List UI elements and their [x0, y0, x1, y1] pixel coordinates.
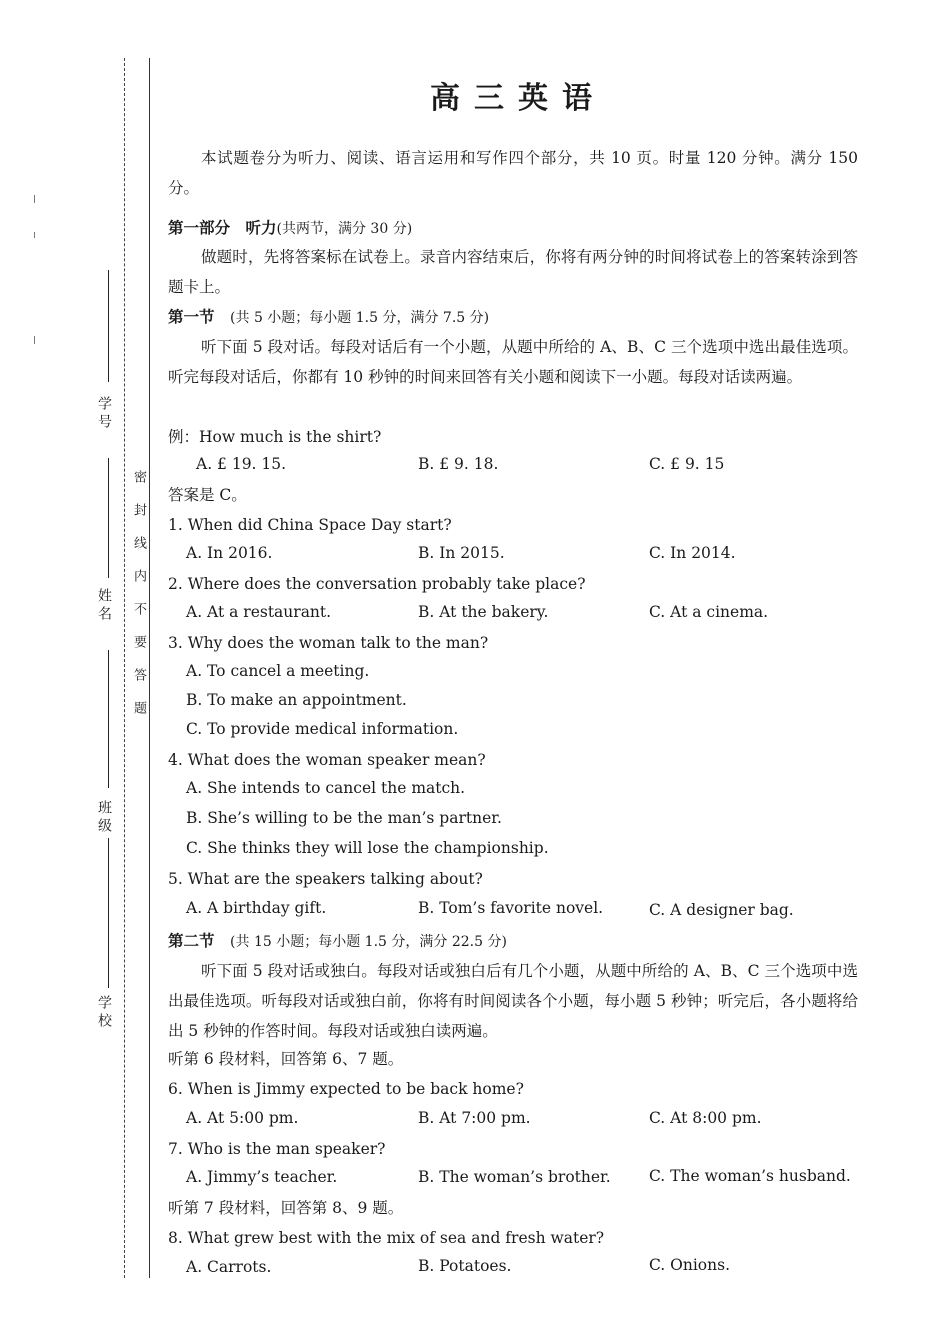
q6-option-a: A. At 5:00 pm. — [186, 1109, 299, 1127]
example-answer: 答案是 C。 — [168, 486, 247, 504]
school-label: 学校 — [96, 995, 112, 1031]
q7-option-c: C. The woman’s husband. — [649, 1167, 851, 1185]
example-option-c: C. £ 9. 15 — [649, 455, 725, 473]
question-2: 2. Where does the conversation probably take place? — [168, 575, 586, 593]
question-1: 1. When did China Space Day start? — [168, 516, 452, 534]
question-5: 5. What are the speakers talking about? — [168, 870, 483, 888]
scan-mark — [34, 232, 35, 238]
part1-instruction: 做题时，先将答案标在试卷上。录音内容结束后，你将有两分钟的时间将试卷上的答案转涂到答题卡上。 — [168, 248, 858, 296]
class-line — [108, 650, 109, 788]
student-id-line — [108, 270, 109, 382]
q2-option-c: C. At a cinema. — [649, 603, 769, 621]
dashed-cut-line — [124, 58, 125, 1278]
part1-heading: 第一部分 听力(共两节，满分 30 分) — [168, 219, 413, 237]
seal-notice: 密封线内不要答题 — [131, 470, 146, 734]
question-4: 4. What does the woman speaker mean? — [168, 751, 486, 769]
q5-option-c: C. A designer bag. — [649, 901, 794, 919]
section1-instruction: 听下面 5 段对话。每段对话后有一个小题，从题中所给的 A、B、C 三个选项中选出最佳选项。听完每段对话后，你都有 10 秒钟的时间来回答有关小题和阅读下一小题。每段对话读两遍。 — [168, 338, 858, 386]
q4-option-a: A. She intends to cancel the match. — [186, 779, 466, 797]
q4-option-c: C. She thinks they will lose the championship. — [186, 839, 549, 857]
q6-option-c: C. At 8:00 pm. — [649, 1109, 762, 1127]
q2-option-b: B. At the bakery. — [418, 603, 549, 621]
q5-option-b: B. Tom’s favorite novel. — [418, 899, 604, 917]
name-line — [108, 458, 109, 578]
section2-instruction: 听下面 5 段对话或独白。每段对话或独白后有几个小题，从题中所给的 A、B、C 三个选项中选出最佳选项。听每段对话或独白前，你将有时间阅读各个小题，每小题 5 秒钟；听完后，各小题将给出 5 秒钟的作答时间。每段对话或独白读两遍。 — [168, 962, 858, 1040]
example-option-a: A. £ 19. 15. — [196, 455, 287, 473]
question-3: 3. Why does the woman talk to the man? — [168, 634, 489, 652]
seal-line — [149, 58, 150, 1278]
q1-option-c: C. In 2014. — [649, 544, 736, 562]
question-6: 6. When is Jimmy expected to be back home? — [168, 1080, 524, 1098]
school-line — [108, 838, 109, 988]
material-7-note: 听第 7 段材料，回答第 8、9 题。 — [168, 1199, 404, 1217]
section2-heading: 第二节 (共 15 小题；每小题 1.5 分，满分 22.5 分) — [168, 932, 507, 950]
example-option-b: B. £ 9. 18. — [418, 455, 499, 473]
q7-option-b: B. The woman’s brother. — [418, 1168, 611, 1186]
q8-option-a: A. Carrots. — [186, 1258, 272, 1276]
q3-option-b: B. To make an appointment. — [186, 691, 407, 709]
example-question: 例：How much is the shirt? — [168, 428, 382, 446]
page-title: 高三英语 — [430, 81, 606, 116]
q7-option-a: A. Jimmy’s teacher. — [186, 1168, 338, 1186]
question-8: 8. What grew best with the mix of sea and fresh water? — [168, 1229, 605, 1247]
q6-option-b: B. At 7:00 pm. — [418, 1109, 531, 1127]
q8-option-c: C. Onions. — [649, 1256, 731, 1274]
material-6-note: 听第 6 段材料，回答第 6、7 题。 — [168, 1050, 404, 1068]
q3-option-c: C. To provide medical information. — [186, 720, 459, 738]
q4-option-b: B. She’s willing to be the man’s partner. — [186, 809, 502, 827]
scan-mark — [34, 195, 35, 203]
intro-paragraph: 本试题卷分为听力、阅读、语言运用和写作四个部分，共 10 页。时量 120 分钟。满分 150 分。 — [168, 149, 858, 197]
scan-mark — [34, 336, 35, 344]
q8-option-b: B. Potatoes. — [418, 1257, 512, 1275]
q1-option-a: A. In 2016. — [186, 544, 273, 562]
student-id-label: 学号 — [96, 396, 112, 432]
name-label: 姓名 — [96, 588, 112, 624]
binding-margin — [0, 0, 152, 1343]
q5-option-a: A. A birthday gift. — [186, 899, 327, 917]
section1-heading: 第一节 (共 5 小题；每小题 1.5 分，满分 7.5 分) — [168, 308, 490, 326]
question-7: 7. Who is the man speaker? — [168, 1140, 386, 1158]
q2-option-a: A. At a restaurant. — [186, 603, 332, 621]
q3-option-a: A. To cancel a meeting. — [186, 662, 370, 680]
class-label: 班级 — [96, 800, 112, 836]
q1-option-b: B. In 2015. — [418, 544, 505, 562]
